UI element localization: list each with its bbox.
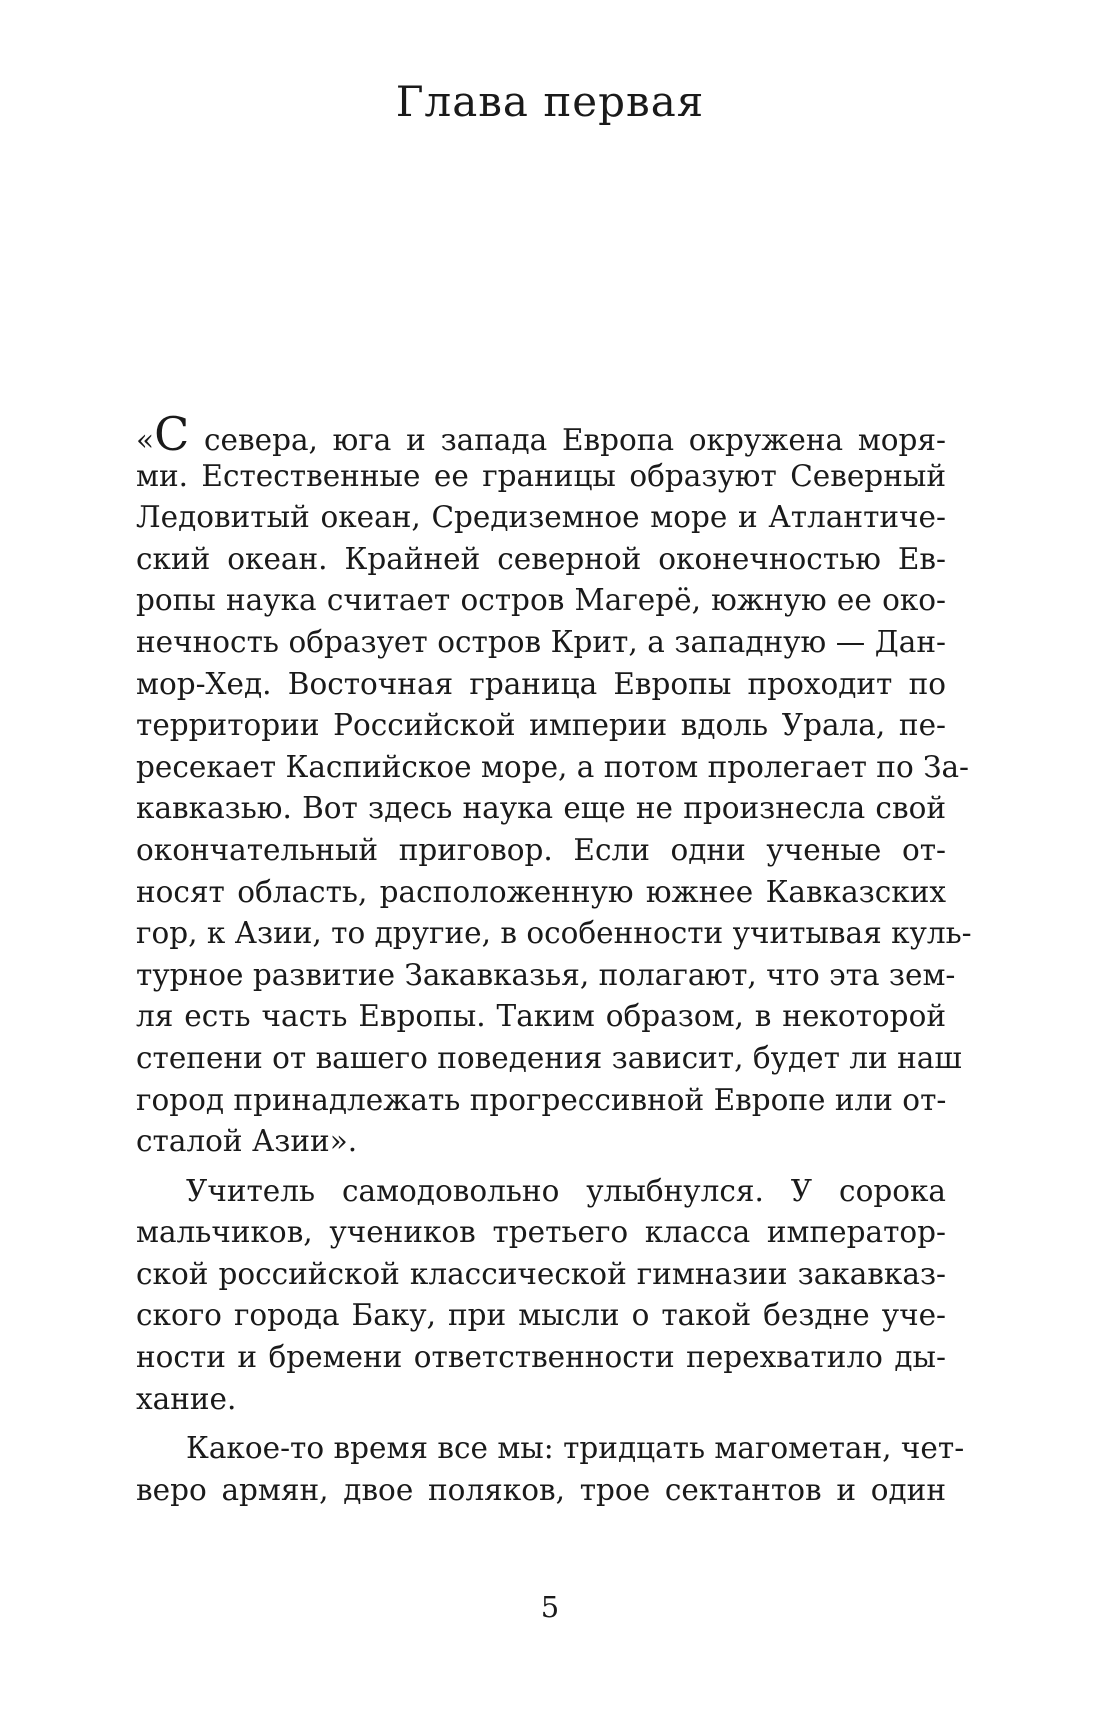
- paragraph-2: [136, 1171, 946, 1421]
- text-line: ми. Естественные ее границы образуют Северный: [136, 458, 946, 493]
- opening-quote: «: [136, 423, 155, 457]
- text-line: ского города Баку, при мысли о такой бездне уче-: [136, 1298, 946, 1333]
- text-line: нечность образует остров Крит, а западную — Дан-: [136, 624, 946, 659]
- text-line: веро армян, двое поляков, трое сектантов и один: [136, 1472, 946, 1507]
- text-line: [136, 407, 946, 461]
- text-line: Какое-то время все мы: тридцать магометан, чет-: [186, 1431, 965, 1466]
- text-line: Учитель самодовольно улыбнулся. У сорока: [186, 1173, 946, 1208]
- text-line: город принадлежать прогрессивной Европе или от-: [136, 1082, 947, 1117]
- text-line: ропы наука считает остров Магерё, южную ее око-: [136, 583, 946, 618]
- paragraph-3: [136, 1428, 965, 1511]
- initial-capital: С: [154, 407, 190, 461]
- text-line: кавказью. Вот здесь наука еще не произнесла свой: [136, 791, 946, 826]
- text-line: ский океан. Крайней северной оконечностью Ев-: [136, 541, 946, 576]
- text-line: носят область, расположенную южнее Кавказских: [136, 874, 946, 909]
- text-line: ресекает Каспийское море, а потом пролегает по За-: [136, 749, 970, 784]
- paragraph-spacer: [136, 1163, 946, 1171]
- paragraph-1: [136, 407, 972, 1163]
- text-line: хание.: [136, 1381, 237, 1416]
- text-line: степени от вашего поведения зависит, будет ли наш: [136, 1040, 962, 1075]
- text-line: мор-Хед. Восточная граница Европы проходит по: [136, 666, 946, 701]
- text-line: ля есть часть Европы. Таким образом, в некоторой: [136, 999, 946, 1034]
- text-line: гор, к Азии, то другие, в особенности учитывая куль-: [136, 916, 972, 951]
- chapter-title: Глава первая: [395, 77, 705, 126]
- text-line: ности и бремени ответственности перехватило ды-: [136, 1340, 946, 1375]
- text-line: окончательный приговор. Если одни ученые от-: [136, 832, 946, 867]
- body-text: [136, 407, 972, 1511]
- page-number: 5: [540, 1590, 560, 1624]
- text-line: сталой Азии».: [136, 1124, 358, 1159]
- text-line: ской российской классической гимназии закавказ-: [136, 1256, 946, 1291]
- text-line: Ледовитый океан, Средиземное море и Атлантиче-: [136, 500, 946, 535]
- text-line: территории Российской империи вдоль Урала, пе-: [136, 708, 946, 743]
- text-line: турное развитие Закавказья, полагают, что эта зем-: [136, 957, 956, 992]
- paragraph-spacer: [136, 1420, 946, 1428]
- line-text: севера, юга и запада Европа окружена моря-: [189, 423, 946, 457]
- text-line: мальчиков, учеников третьего класса император-: [136, 1215, 946, 1250]
